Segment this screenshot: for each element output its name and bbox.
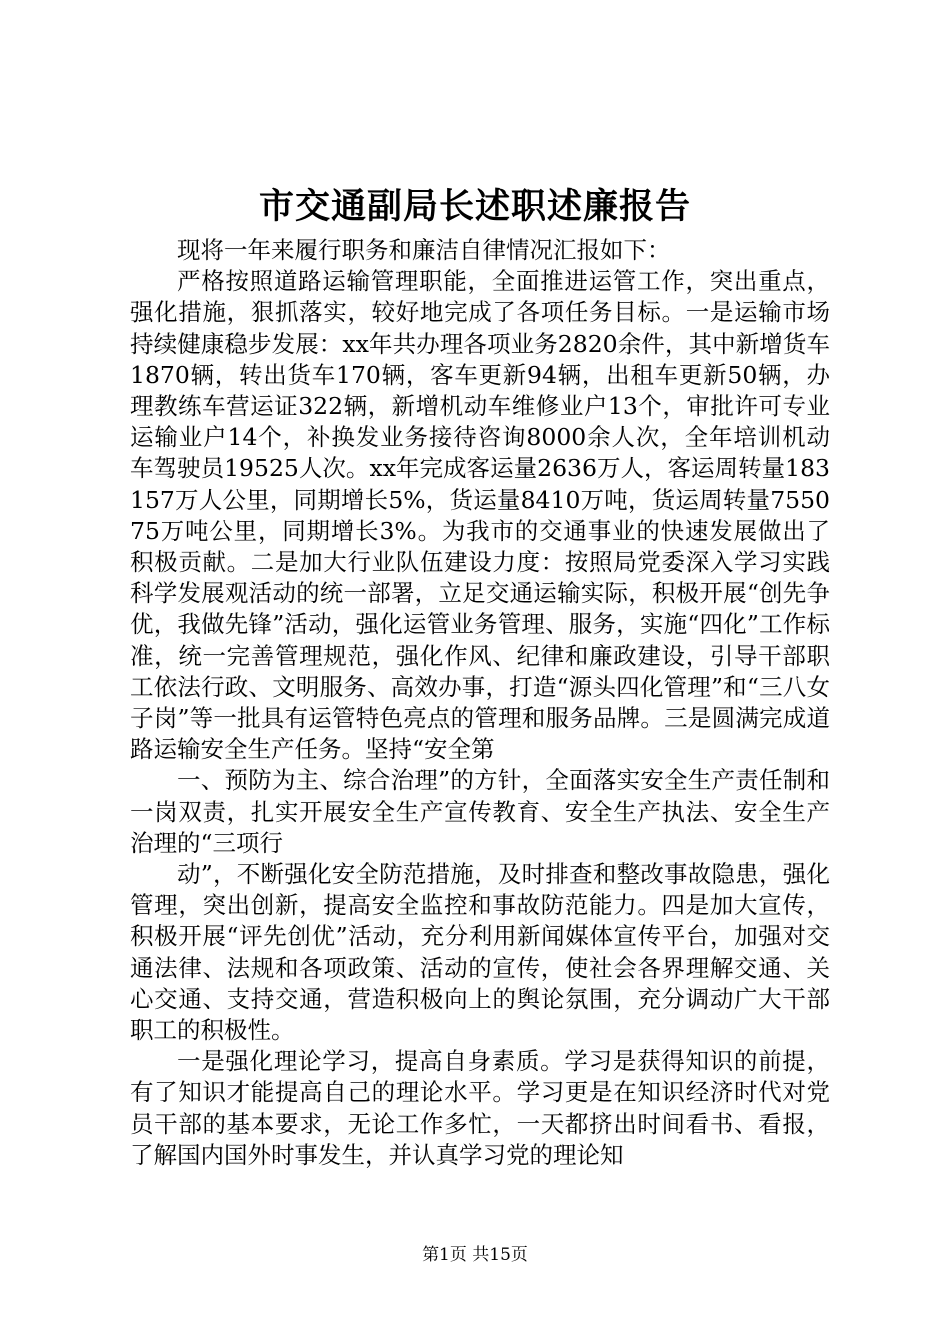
paragraph-safety-measures: 动”，不断强化安全防范措施，及时排查和整改事故隐患，强化管理，突出创新，提高安全监控和事故防范能力。四是加大宣传，积极开展“评先创优”活动，充分利用新闻媒体宣传平台，加强对交通法律、法规和各项政策、活动的宣传，使社会各界理解交通、关心交通、支持交通，营造积极向上的舆论氛围，充分调动广大干部职工的积极性。	[130, 860, 830, 1045]
paragraph-work-summary: 严格按照道路运输管理职能，全面推进运管工作，突出重点，强化措施，狠抓落实，较好地完成了各项任务目标。一是运输市场持续健康稳步发展：xx年共办理各项业务2820余件，其中新增货车1870辆，转出货车170辆，客车更新94辆，出租车更新50辆，办理教练车营运证322辆，新增机动车维修业户13个，审批许可专业运输业户14个，补换发业务接待咨询8000余人次，全年培训机动车驾驶员19525人次。xx年完成客运量2636万人，客运周转量183157万人公里，同期增长5%，货运量8410万吨，货运周转量755075万吨公里，同期增长3%。为我市的交通事业的快速发展做出了积极贡献。二是加大行业队伍建设力度：按照局党委深入学习实践科学发展观活动的统一部署，立足交通运输实际，积极开展“创先争优，我做先锋”活动，强化运管业务管理、服务，实施“四化”工作标准，统一完善管理规范，强化作风、纪律和廉政建设，引导干部职工依法行政、文明服务、高效办事，打造“源头四化管理”和“三八女子岗”等一批具有运管特色亮点的管理和服务品牌。三是圆满完成道路运输安全生产任务。坚持“安全第	[130, 267, 830, 764]
paragraph-theory-study: 一是强化理论学习，提高自身素质。学习是获得知识的前提，有了知识才能提高自己的理论水平。学习更是在知识经济时代对党员干部的基本要求，无论工作多忙，一天都挤出时间看书、看报，了解国内国外时事发生，并认真学习党的理论知	[130, 1047, 830, 1169]
paragraph-safety-policy: 一、预防为主、综合治理”的方针，全面落实安全生产责任制和一岗双责，扎实开展安全生产宣传教育、安全生产执法、安全生产治理的“三项行	[130, 766, 830, 857]
paragraph-intro: 现将一年来履行职务和廉洁自律情况汇报如下：	[177, 236, 671, 264]
document-body	[130, 235, 830, 1171]
document-title: 市交通副局长述职述廉报告	[258, 186, 691, 227]
page-number-footer: 第1页 共15页	[422, 1245, 528, 1265]
